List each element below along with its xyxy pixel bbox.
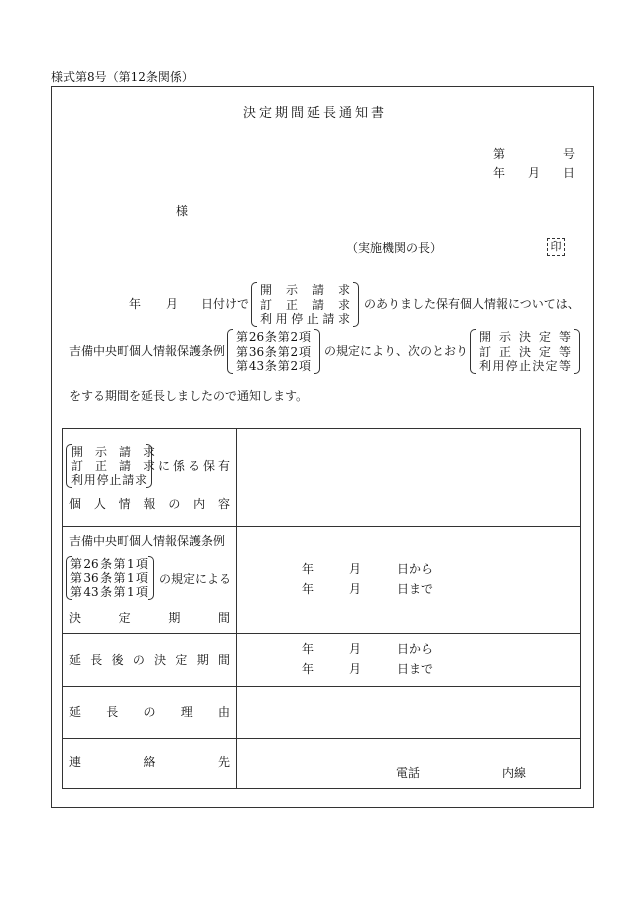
row1-request-suspension: 利用停止請求	[71, 473, 147, 487]
number-go: 号	[563, 147, 576, 161]
number-dai: 第	[493, 147, 506, 161]
date-month: 月	[528, 166, 541, 180]
articles-bracket	[227, 329, 320, 374]
seal-mark: 印	[547, 238, 565, 256]
body-year: 年	[129, 297, 142, 311]
row3-label: 延長後の決定期間	[69, 653, 230, 667]
row3-to-year: 年	[302, 662, 315, 676]
article-36: 第36条第2項	[236, 344, 311, 359]
row4-label: 延長の理由	[69, 705, 230, 719]
body-middle: の規定により、次のとおり	[324, 344, 469, 358]
request-type-suspension: 利用停止請求	[260, 312, 350, 326]
body-day-suffix: 日付けで	[201, 297, 250, 311]
row1-request-disclosure: 開 示 請 求	[71, 445, 156, 459]
row1-request-correction: 訂 正 請 求	[71, 459, 156, 473]
row5-extension: 内線	[502, 766, 527, 780]
row2-from-month: 月	[349, 562, 362, 576]
decision-correction: 訂正決定等	[479, 344, 571, 359]
form-number: 様式第8号（第12条関係）	[51, 70, 194, 84]
table-column-divider	[236, 428, 237, 789]
row2-from-day: 日から	[397, 562, 434, 576]
row2-to-year: 年	[302, 582, 315, 596]
row2-articles-bracket	[66, 556, 154, 600]
row3-from-month: 月	[349, 642, 362, 656]
row2-to-day: 日まで	[397, 582, 434, 596]
decision-disclosure: 開示決定等	[479, 330, 571, 344]
row2-to-month: 月	[349, 582, 362, 596]
row1-suffix: に係る保有	[158, 459, 230, 473]
body-month: 月	[166, 297, 179, 311]
addressee-suffix: 様	[176, 204, 189, 218]
table-row-divider	[62, 686, 581, 687]
row5-label: 連絡先	[69, 755, 230, 769]
body-closing: をする期間を延長しましたので通知します。	[69, 389, 309, 403]
request-types-bracket	[251, 282, 359, 327]
document-title: 決定期間延長通知書	[242, 106, 387, 121]
row2-label: 決定期間	[69, 611, 230, 625]
row2-article-36: 第36条第1項	[70, 571, 148, 585]
date-day: 日	[563, 166, 576, 180]
row1-request-bracket	[66, 444, 156, 488]
ordinance-name: 吉備中央町個人情報保護条例	[69, 344, 226, 358]
row3-to-month: 月	[349, 662, 362, 676]
decisions-bracket	[470, 329, 580, 374]
row2-article-43: 第43条第1項	[70, 585, 148, 599]
row2-from-year: 年	[302, 562, 315, 576]
row2-article-26: 第26条第1項	[70, 557, 148, 571]
table-row-divider	[62, 633, 581, 634]
row3-from-year: 年	[302, 642, 315, 656]
table-row-divider	[62, 526, 581, 527]
request-type-correction: 訂 正 請 求	[260, 297, 350, 312]
article-26: 第26条第2項	[236, 330, 311, 344]
row3-to-day: 日まで	[397, 662, 434, 676]
date-year: 年	[493, 166, 506, 180]
decision-suspension: 利用停止決定等	[479, 359, 571, 373]
row5-phone: 電話	[396, 766, 421, 780]
row3-from-day: 日から	[397, 642, 434, 656]
row2-ordinance: 吉備中央町個人情報保護条例	[69, 534, 226, 548]
article-43: 第43条第2項	[236, 359, 311, 373]
agency-head: （実施機関の長）	[346, 241, 443, 255]
row2-suffix: の規定による	[159, 572, 232, 586]
table-row-divider	[62, 738, 581, 739]
row1-label: 個人情報の内容	[69, 497, 230, 511]
request-type-disclosure: 開 示 請 求	[260, 283, 350, 297]
body-line1-tail: のありました保有個人情報については、	[364, 297, 580, 311]
